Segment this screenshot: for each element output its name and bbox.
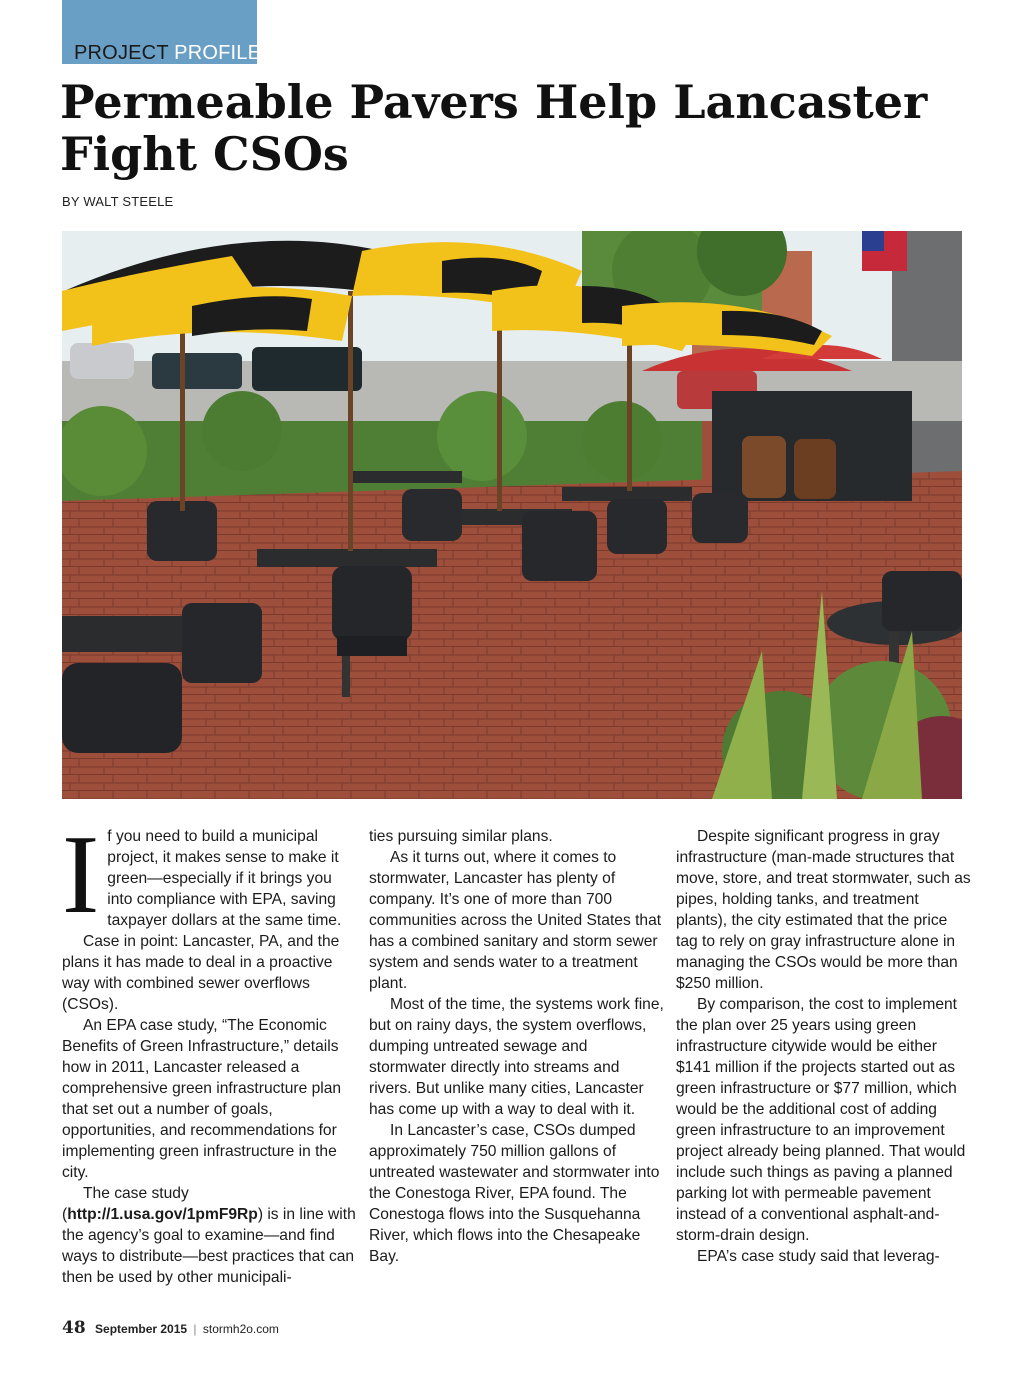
paragraph: Despite significant progress in gray infrastructure (man-made structures that move, store, and treat stormwater, such as pipes, holding tanks, and treatment plants), the city estimated that the price tag to rely on gray infrastructure alone in managing the CSOs would be more than $250 million.: [676, 828, 971, 992]
article-column-3: [676, 826, 972, 1267]
patio-illustration: [62, 231, 962, 799]
paragraph: ties pursuing similar plans.: [369, 828, 553, 845]
article-title: Permeable Pavers Help Lancaster Fight CSOs: [60, 75, 928, 181]
section-label: [74, 41, 261, 65]
page-number: 48: [62, 1318, 86, 1338]
paragraph-text: The case study (: [62, 1185, 189, 1223]
page-footer: [62, 1318, 279, 1338]
byline: BY WALT STEELE: [62, 194, 174, 209]
site-link[interactable]: stormh2o.com: [202, 1322, 279, 1336]
footer-separator: |: [193, 1322, 197, 1336]
paragraph: [62, 1183, 358, 1288]
section-word-project: PROJECT: [74, 42, 169, 64]
paragraph: As it turns out, where it comes to stormwater, Lancaster has plenty of company. It’s one of more than 700 communities across the United States that has a combined sanitary and storm sewer system and sends water to a treatment plant.: [369, 849, 662, 992]
hero-photo: [62, 231, 962, 799]
paragraph: Case in point: Lancaster, PA, and the plans it has made to deal in a proactive way with combined sewer overflows (CSOs).: [62, 933, 340, 1013]
article-column-1: [62, 813, 358, 1288]
paragraph: [62, 813, 358, 937]
paragraph-text: ) is in line with the agency’s goal to examine—and find ways to distribute—best practices that can then be used by other municipali-: [62, 1206, 356, 1286]
paragraph: In Lancaster’s case, CSOs dumped approximately 750 million gallons of untreated wastewater and stormwater into the Conestoga River, EPA found. The Conestoga flows into the Susquehanna River, which flows into the Chesapeake Bay.: [369, 1122, 660, 1265]
paragraph-text: f you need to build a municipal project, it makes sense to make it green—especially if it brings you into compliance with EPA, saving taxpayer dollars at the same time.: [107, 828, 342, 929]
article-column-2: [369, 826, 665, 1267]
paragraph: Most of the time, the systems work fine, but on rainy days, the system overflows, dumping untreated sewage and stormwater directly into streams and rivers. But unlike many cities, Lancaster has come up with a way to deal with it.: [369, 996, 664, 1118]
paragraph: EPA’s case study said that leverag-: [697, 1248, 940, 1265]
case-study-link[interactable]: http://1.usa.gov/1pmF9Rp: [67, 1206, 258, 1223]
drop-cap: I: [62, 813, 100, 937]
section-word-profile: PROFILE: [174, 42, 262, 64]
issue-date: September 2015: [95, 1322, 188, 1336]
paragraph: By comparison, the cost to implement the plan over 25 years using green infrastructure citywide would be either $141 million if the projects started out as green infrastructure or $77 million, which would be the additional cost of adding green infrastructure to an improvement project already being planned. That would include such things as paving a planned parking lot with permeable pavement instead of a conventional asphalt-and-storm-drain design.: [676, 996, 966, 1244]
paragraph: An EPA case study, “The Economic Benefits of Green Infrastructure,” details how in 2011, Lancaster released a comprehensive green infrastructure plan that set out a number of goals, opportunities, and recommendations for implementing green infrastructure in the city.: [62, 1017, 342, 1181]
